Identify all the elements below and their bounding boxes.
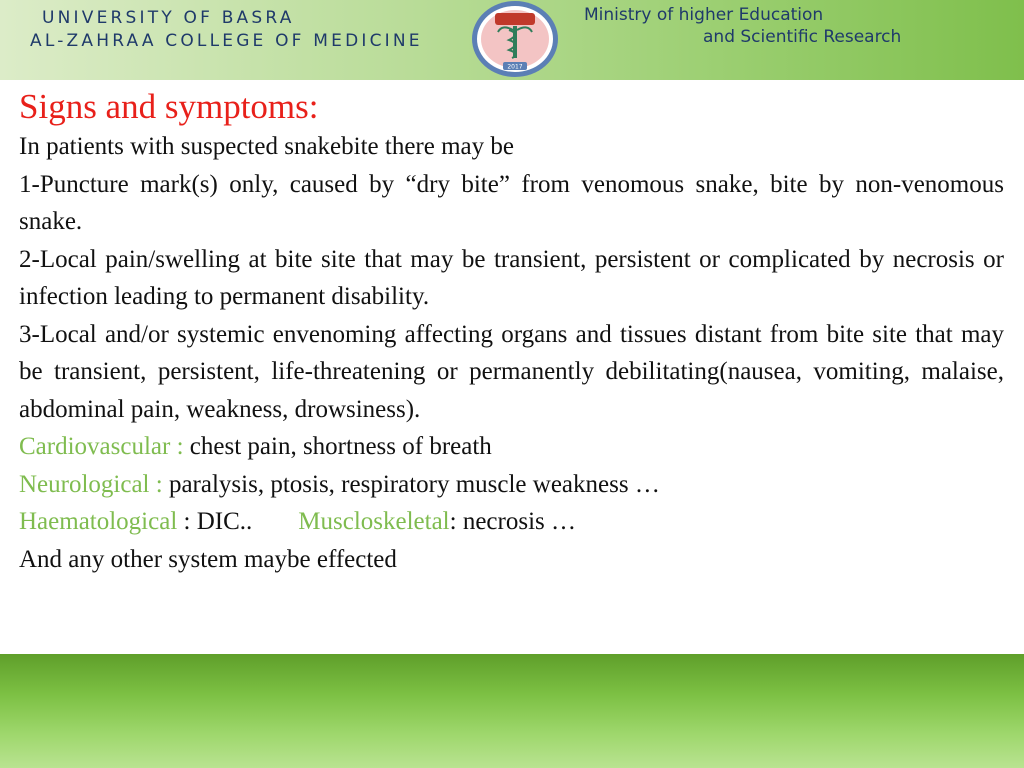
haematological-text: : DIC..: [177, 508, 253, 535]
logo-year: 2017: [507, 63, 523, 71]
college-logo: [470, 0, 560, 78]
neurological-label: Neurological :: [19, 470, 169, 498]
ministry-line-1: Ministry of higher Education: [584, 5, 824, 25]
slide-header: [0, 0, 1024, 80]
point-3: 3-Local and/or systemic envenoming affecting organs and tissues distant from bite site that may be transient, persistent, life-threatening or permanently debilitating(nausea, vomiting, malaise, abdominal pain, weakness, drowsiness).: [19, 320, 1004, 423]
neurological-text: paralysis, ptosis, respiratory muscle weakness …: [168, 470, 660, 498]
slide-title: Signs and symptoms:: [19, 87, 319, 126]
muscloskeletal-text: : necrosis …: [449, 508, 576, 535]
point-2: 2-Local pain/swelling at bite site that may be transient, persistent or complicated by necrosis or infection leading to permanent disability.: [19, 245, 1004, 310]
college-name: AL-ZAHRAA COLLEGE OF MEDICINE: [30, 31, 423, 51]
slide-content: [19, 86, 1004, 578]
point-1: 1-Puncture mark(s) only, caused by “dry bite” from venomous snake, bite by non-venomous snake.: [19, 170, 1004, 235]
cardiovascular-line: [19, 428, 1004, 466]
ministry-line-2: and Scientific Research: [703, 27, 902, 47]
haematological-line: [19, 503, 1004, 541]
cardiovascular-text: chest pain, shortness of breath: [189, 433, 492, 460]
intro-line: In patients with suspected snakebite there may be: [19, 133, 514, 160]
muscloskeletal-label: Muscloskeletal: [298, 508, 450, 535]
slide-footer: [0, 654, 1024, 768]
university-name: UNIVERSITY OF BASRA: [42, 8, 295, 28]
cardiovascular-label: Cardiovascular :: [19, 433, 190, 460]
haematological-label: Haematological: [19, 508, 178, 535]
neurological-line: [19, 466, 1004, 504]
closing-line: And any other system maybe effected: [19, 545, 397, 573]
